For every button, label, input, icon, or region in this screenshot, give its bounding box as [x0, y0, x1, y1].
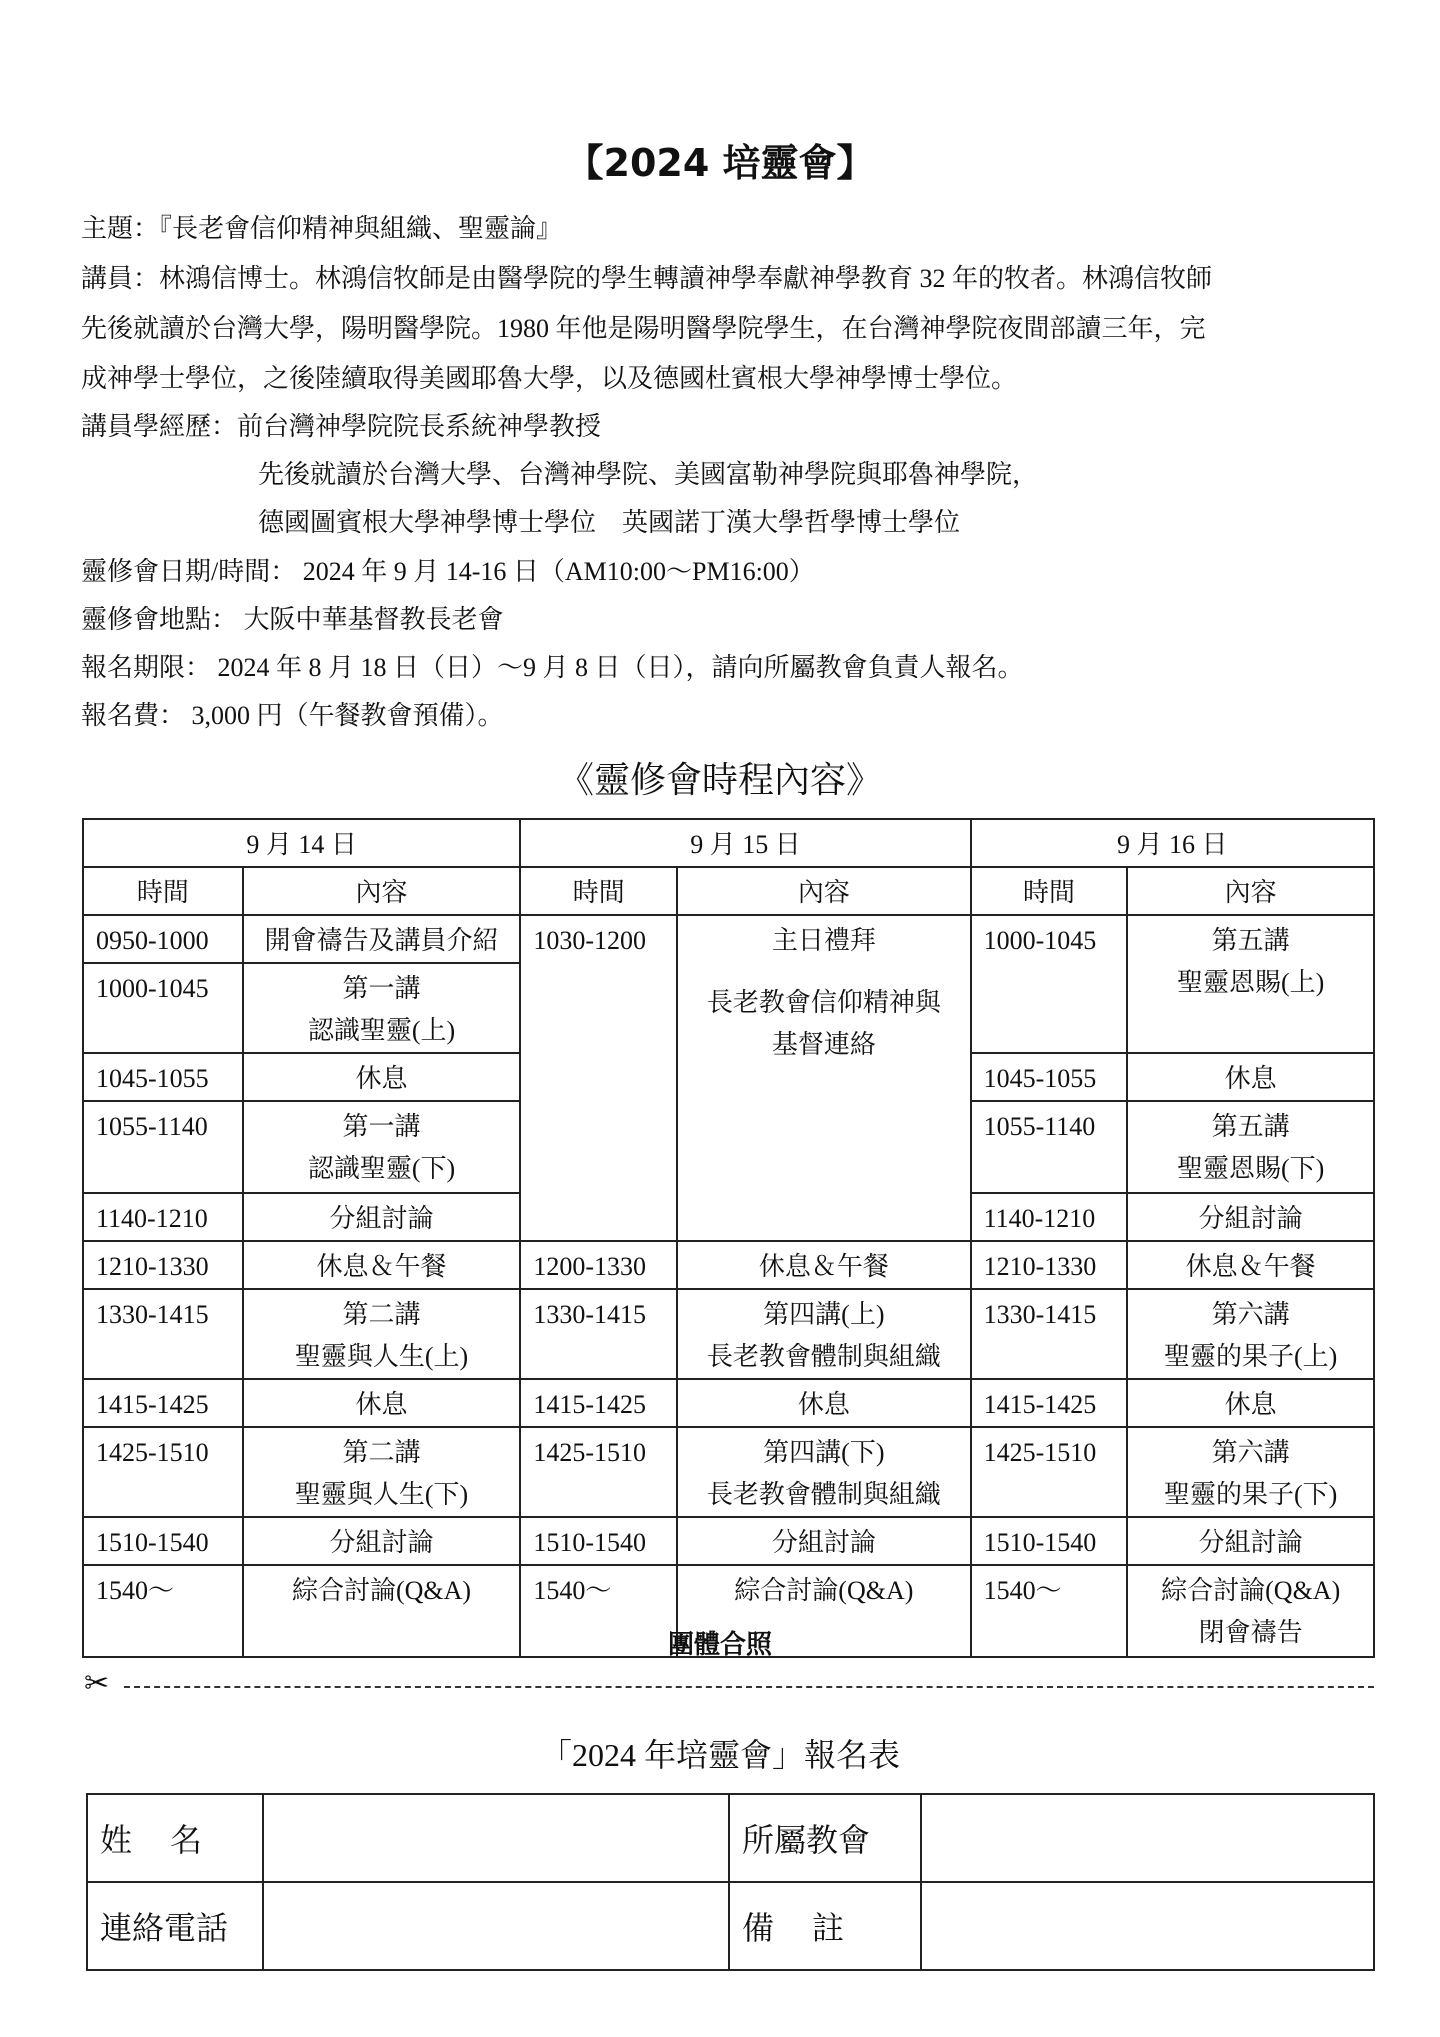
- registration-form: [86, 1793, 1375, 1971]
- cell-line: 1055-1140: [96, 1112, 208, 1141]
- cell-line: 第四講(下): [763, 1438, 885, 1467]
- cell-line: 綜合討論(Q&A): [1161, 1576, 1341, 1605]
- cell-line: 綜合討論(Q&A): [292, 1576, 472, 1605]
- cell-line: 1540～: [983, 1576, 1062, 1605]
- cell-line: 閉會禱告: [1198, 1618, 1303, 1647]
- schedule-time: [83, 963, 243, 1053]
- column-header-content: 內容: [243, 867, 521, 915]
- schedule-time: [520, 1517, 677, 1565]
- cell-line: 1510-1540: [533, 1528, 646, 1557]
- cell-line: 聖靈與人生(下): [294, 1480, 469, 1509]
- schedule-time: [83, 1517, 243, 1565]
- day-header: 9 月 16 日: [971, 819, 1374, 867]
- cell-line: 休息: [1224, 1064, 1277, 1093]
- cell-line: 分組討論: [1198, 1204, 1303, 1233]
- schedule-time: [971, 1379, 1128, 1427]
- cell-line: 1425-1510: [96, 1438, 209, 1467]
- group-photo-note: 團體合照: [667, 1630, 772, 1659]
- day-header: 9 月 15 日: [520, 819, 970, 867]
- church-label: 所屬教會: [729, 1794, 921, 1882]
- schedule-time: [971, 1053, 1128, 1101]
- cell-line: 1330-1415: [983, 1300, 1097, 1329]
- note-field[interactable]: [921, 1882, 1374, 1970]
- cell-line: 1045-1055: [983, 1064, 1097, 1093]
- schedule-content: [1127, 1517, 1374, 1565]
- cell-line: 開會禱告及講員介紹: [264, 926, 499, 955]
- schedule-time: [520, 1379, 677, 1427]
- cell-line: 第五講: [1211, 1112, 1290, 1141]
- cell-line: 聖靈恩賜(上): [1177, 968, 1325, 997]
- speaker-line-2: 先後就讀於台灣大學，陽明醫學院。1980 年他是陽明醫學院學生，在台灣神學院夜間部讀三年，完: [81, 314, 1206, 343]
- registration-deadline: 報名期限： 2024 年 8 月 18 日（日）～9 月 8 日（日），請向所屬教會負責人報名。: [81, 653, 1024, 682]
- schedule-content: [243, 963, 521, 1053]
- cell-line: 1030-1200: [533, 926, 646, 955]
- background-line-2: 德國圖賓根大學神學博士學位 英國諾丁漢大學哲學博士學位: [258, 508, 961, 537]
- schedule-content: [243, 1517, 521, 1565]
- schedule-content: [243, 1241, 521, 1289]
- cell-line: 第五講: [1211, 926, 1290, 955]
- schedule-time: [83, 1241, 243, 1289]
- schedule-content: [243, 1101, 521, 1193]
- phone-label: 連絡電話: [87, 1882, 263, 1970]
- cell-line: 休息: [797, 1390, 850, 1419]
- name-field[interactable]: [263, 1794, 729, 1882]
- cell-line: 1140-1210: [96, 1204, 208, 1233]
- schedule-time: [83, 1379, 243, 1427]
- schedule-content: [243, 1053, 521, 1101]
- cell-line: 1415-1425: [96, 1390, 209, 1419]
- theme: 主題：『長老會信仰精神與組織、聖靈論』: [81, 214, 563, 243]
- schedule-time: [520, 915, 677, 1241]
- cell-line: 基督連絡: [771, 1030, 876, 1059]
- cell-line: 第一講: [342, 1112, 421, 1141]
- cell-line: 休息: [355, 1064, 408, 1093]
- scissors-icon: ✂: [84, 1667, 110, 1700]
- cell-line: [682, 962, 965, 982]
- schedule-time: [971, 915, 1128, 1053]
- schedule-time: [971, 1193, 1128, 1241]
- column-header-content: 內容: [1127, 867, 1374, 915]
- retreat-venue: 靈修會地點： 大阪中華基督教長老會: [81, 605, 504, 634]
- cell-line: 1055-1140: [983, 1112, 1096, 1141]
- schedule-content: [243, 915, 521, 963]
- cell-line: 1000-1045: [96, 974, 209, 1003]
- cell-line: 第六講: [1211, 1438, 1290, 1467]
- speaker-line-1: 講員：林鴻信博士。林鴻信牧師是由醫學院的學生轉讀神學奉獻神學教育 32 年的牧者。林鴻信牧師: [81, 264, 1213, 293]
- cell-line: 0950-1000: [96, 926, 209, 955]
- schedule-content: [1127, 1427, 1374, 1517]
- cell-line: 1425-1510: [533, 1438, 646, 1467]
- column-header-time: 時間: [971, 867, 1128, 915]
- cell-line: 1415-1425: [533, 1390, 646, 1419]
- schedule-content: [1127, 1241, 1374, 1289]
- cell-line: 長老教會體制與組織: [706, 1342, 941, 1371]
- cell-line: 1540～: [96, 1576, 175, 1605]
- schedule-content: [243, 1379, 521, 1427]
- church-field[interactable]: [921, 1794, 1374, 1882]
- cell-line: 分組討論: [771, 1528, 876, 1557]
- cell-line: 休息: [1224, 1390, 1277, 1419]
- schedule-content: [1127, 1193, 1374, 1241]
- cell-line: 聖靈與人生(上): [294, 1342, 469, 1371]
- schedule-row: [83, 915, 1374, 963]
- dashed-divider: [124, 1686, 1374, 1688]
- cell-line: 休息＆午餐: [316, 1252, 447, 1281]
- column-header-content: 內容: [677, 867, 970, 915]
- schedule-time: [83, 1053, 243, 1101]
- name-label: 姓名: [87, 1794, 263, 1882]
- phone-field[interactable]: [263, 1882, 729, 1970]
- schedule-row: [83, 1241, 1374, 1289]
- cell-line: 1510-1540: [96, 1528, 209, 1557]
- registration-form-title: 「2024 年培靈會」報名表: [539, 1737, 900, 1773]
- schedule-row: [83, 1517, 1374, 1565]
- cell-line: 1140-1210: [983, 1204, 1096, 1233]
- document-title: 【2024 培靈會】: [565, 141, 875, 185]
- schedule-content: [1127, 1289, 1374, 1379]
- cell-line: 1425-1510: [983, 1438, 1097, 1467]
- schedule-time: [83, 915, 243, 963]
- cell-line: 1000-1045: [983, 926, 1097, 955]
- schedule-content: [243, 1193, 521, 1241]
- cell-line: 第六講: [1211, 1300, 1290, 1329]
- cell-line: 分組討論: [329, 1528, 434, 1557]
- schedule-time: [520, 1241, 677, 1289]
- cut-line: [84, 1667, 1374, 1700]
- cell-line: 長老教會信仰精神與: [706, 988, 941, 1017]
- schedule-content: [677, 1427, 970, 1517]
- schedule-time: [83, 1427, 243, 1517]
- cell-line: 認識聖靈(上): [307, 1016, 456, 1045]
- cell-line: 聖靈的果子(上): [1164, 1342, 1338, 1371]
- cell-line: 分組討論: [329, 1204, 434, 1233]
- schedule-row: [83, 1379, 1374, 1427]
- schedule-content: [243, 1289, 521, 1379]
- schedule-content: [677, 1241, 970, 1289]
- registration-fee: 報名費： 3,000 円（午餐教會預備）。: [81, 701, 504, 730]
- background-line-1: 先後就讀於台灣大學、台灣神學院、美國富勒神學院與耶魯神學院，: [258, 460, 1039, 489]
- schedule-time: [971, 1101, 1128, 1193]
- cell-line: 第二講: [342, 1438, 421, 1467]
- speaker-background: 講員學經歷：前台灣神學院院長系統神學教授: [81, 412, 602, 441]
- cell-line: 1330-1415: [533, 1300, 646, 1329]
- cell-line: 主日禮拜: [771, 926, 876, 955]
- cell-line: 休息＆午餐: [1185, 1252, 1316, 1281]
- schedule-row: [83, 1427, 1374, 1517]
- cell-line: 1330-1415: [96, 1300, 209, 1329]
- cell-line: 第一講: [342, 974, 421, 1003]
- schedule-content: [1127, 1053, 1374, 1101]
- cell-line: 聖靈恩賜(下): [1177, 1154, 1325, 1183]
- schedule-content: [677, 915, 970, 1241]
- schedule-time: [971, 1427, 1128, 1517]
- schedule-content: [677, 1289, 970, 1379]
- schedule-heading: 《靈修會時程內容》: [557, 760, 882, 800]
- cell-line: 1540～: [533, 1576, 612, 1605]
- schedule-content: [677, 1379, 970, 1427]
- schedule-content: [1127, 1379, 1374, 1427]
- schedule-time: [520, 1289, 677, 1379]
- schedule-time: [83, 1101, 243, 1193]
- cell-line: 聖靈的果子(下): [1164, 1480, 1338, 1509]
- schedule-content: [243, 1427, 521, 1517]
- cell-line: 第四講(上): [763, 1300, 885, 1329]
- cell-line: 休息: [355, 1390, 408, 1419]
- cell-line: 綜合討論(Q&A): [734, 1576, 914, 1605]
- cell-line: 休息＆午餐: [758, 1252, 889, 1281]
- retreat-date: 靈修會日期/時間： 2024 年 9 月 14-16 日（AM10:00～PM16:00）: [81, 557, 815, 586]
- schedule-time: [83, 1193, 243, 1241]
- schedule-time: [520, 1427, 677, 1517]
- cell-line: 1210-1330: [983, 1252, 1097, 1281]
- cell-line: 1045-1055: [96, 1064, 209, 1093]
- cell-line: 分組討論: [1198, 1528, 1303, 1557]
- schedule-content: [1127, 1101, 1374, 1193]
- cell-line: 長老教會體制與組織: [706, 1480, 941, 1509]
- column-header-time: 時間: [520, 867, 677, 915]
- note-label: 備註: [729, 1882, 921, 1970]
- cell-line: 第二講: [342, 1300, 421, 1329]
- cell-line: 1415-1425: [983, 1390, 1097, 1419]
- cell-line: 認識聖靈(下): [307, 1154, 456, 1183]
- schedule-time: [971, 1517, 1128, 1565]
- schedule-row: [83, 1289, 1374, 1379]
- schedule-content: [677, 1517, 970, 1565]
- schedule-table: [82, 818, 1375, 1658]
- cell-line: 1510-1540: [983, 1528, 1097, 1557]
- schedule-content: [1127, 915, 1374, 1053]
- cell-line: 1210-1330: [96, 1252, 209, 1281]
- schedule-time: [971, 1241, 1128, 1289]
- schedule-time: [83, 1289, 243, 1379]
- schedule-time: [971, 1289, 1128, 1379]
- day-header: 9 月 14 日: [83, 819, 520, 867]
- column-header-time: 時間: [83, 867, 243, 915]
- speaker-line-3: 成神學士學位，之後陸續取得美國耶魯大學，以及德國杜賓根大學神學博士學位。: [81, 364, 1018, 393]
- cell-line: 1200-1330: [533, 1252, 646, 1281]
